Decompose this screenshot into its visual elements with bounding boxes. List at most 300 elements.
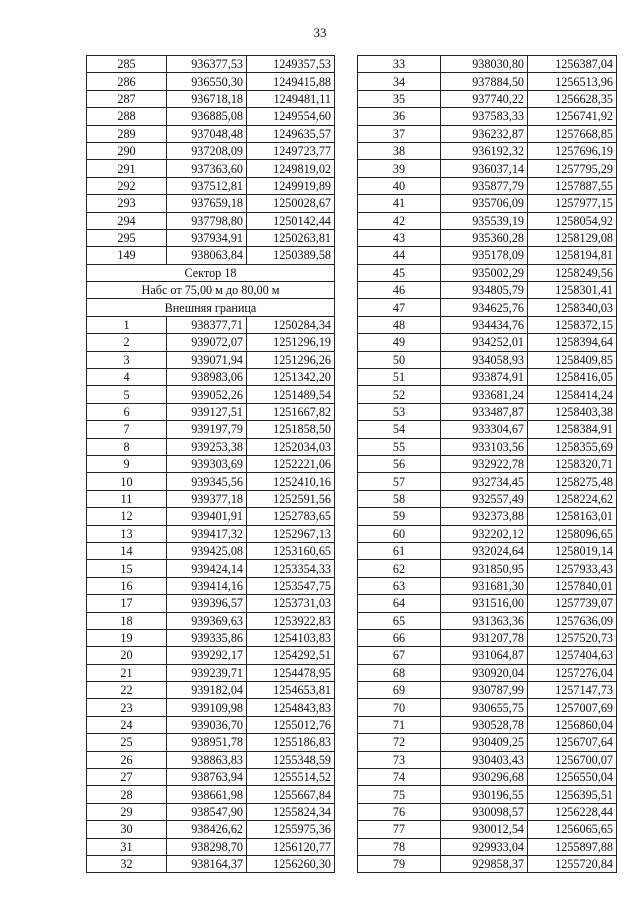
- point-number-cell: 30: [87, 821, 167, 838]
- point-number-cell: 287: [87, 90, 167, 107]
- y-coordinate-cell: 1255012,76: [247, 716, 335, 733]
- x-coordinate-cell: 939369,63: [167, 612, 247, 629]
- point-number-cell: 22: [87, 682, 167, 699]
- x-coordinate-cell: 933681,24: [441, 386, 528, 403]
- table-row: [358, 73, 617, 90]
- point-number-cell: 79: [358, 855, 441, 872]
- point-number-cell: 293: [87, 195, 167, 212]
- y-coordinate-cell: 1253731,03: [247, 595, 335, 612]
- y-coordinate-cell: 1256228,44: [528, 803, 617, 820]
- x-coordinate-cell: 933304,67: [441, 421, 528, 438]
- y-coordinate-cell: 1253160,65: [247, 542, 335, 559]
- y-coordinate-cell: 1257007,69: [528, 699, 617, 716]
- table-row: [358, 125, 617, 142]
- table-row: [87, 247, 335, 264]
- y-coordinate-cell: 1258224,62: [528, 490, 617, 507]
- table-row: [87, 821, 335, 838]
- x-coordinate-cell: 934058,93: [441, 351, 528, 368]
- table-row: [358, 473, 617, 490]
- point-number-cell: 48: [358, 316, 441, 333]
- y-coordinate-cell: 1258414,24: [528, 386, 617, 403]
- section-heading-cell: Сектор 18: [87, 264, 335, 281]
- x-coordinate-cell: 939414,16: [167, 577, 247, 594]
- y-coordinate-cell: 1252591,56: [247, 490, 335, 507]
- x-coordinate-cell: 935178,09: [441, 247, 528, 264]
- x-coordinate-cell: 936232,87: [441, 125, 528, 142]
- coordinates-table-left: [86, 55, 335, 873]
- x-coordinate-cell: 936192,32: [441, 142, 528, 159]
- table-row: [87, 160, 335, 177]
- y-coordinate-cell: 1258275,48: [528, 473, 617, 490]
- y-coordinate-cell: 1252034,03: [247, 438, 335, 455]
- table-row: [358, 455, 617, 472]
- point-number-cell: 72: [358, 734, 441, 751]
- x-coordinate-cell: 937512,81: [167, 177, 247, 194]
- x-coordinate-cell: 936037,14: [441, 160, 528, 177]
- x-coordinate-cell: 930196,55: [441, 786, 528, 803]
- x-coordinate-cell: 938164,37: [167, 855, 247, 872]
- point-number-cell: 32: [87, 855, 167, 872]
- point-number-cell: 5: [87, 386, 167, 403]
- point-number-cell: 63: [358, 577, 441, 594]
- y-coordinate-cell: 1258416,05: [528, 369, 617, 386]
- point-number-cell: 6: [87, 403, 167, 420]
- y-coordinate-cell: 1254292,51: [247, 647, 335, 664]
- y-coordinate-cell: 1257636,09: [528, 612, 617, 629]
- y-coordinate-cell: 1258340,03: [528, 299, 617, 316]
- y-coordinate-cell: 1258372,15: [528, 316, 617, 333]
- point-number-cell: 43: [358, 229, 441, 246]
- table-row: [87, 577, 335, 594]
- x-coordinate-cell: 939335,86: [167, 629, 247, 646]
- coordinates-table-right: [357, 55, 617, 873]
- point-number-cell: 149: [87, 247, 167, 264]
- y-coordinate-cell: 1257520,73: [528, 629, 617, 646]
- table-row: [358, 734, 617, 751]
- point-number-cell: 3: [87, 351, 167, 368]
- point-number-cell: 34: [358, 73, 441, 90]
- page-number: 33: [313, 25, 327, 40]
- point-number-cell: 71: [358, 716, 441, 733]
- table-row: [87, 612, 335, 629]
- table-row: [358, 838, 617, 855]
- table-row: [87, 786, 335, 803]
- y-coordinate-cell: 1257795,29: [528, 160, 617, 177]
- x-coordinate-cell: 936718,18: [167, 90, 247, 107]
- point-number-cell: 38: [358, 142, 441, 159]
- y-coordinate-cell: 1256395,51: [528, 786, 617, 803]
- x-coordinate-cell: 934252,01: [441, 334, 528, 351]
- table-row: [87, 282, 335, 299]
- x-coordinate-cell: 937363,60: [167, 160, 247, 177]
- point-number-cell: 59: [358, 508, 441, 525]
- table-row: [358, 647, 617, 664]
- table-row: [87, 769, 335, 786]
- table-row: [87, 490, 335, 507]
- x-coordinate-cell: 932734,45: [441, 473, 528, 490]
- x-coordinate-cell: 930920,04: [441, 664, 528, 681]
- point-number-cell: 291: [87, 160, 167, 177]
- x-coordinate-cell: 931064,87: [441, 647, 528, 664]
- point-number-cell: 77: [358, 821, 441, 838]
- x-coordinate-cell: 939396,57: [167, 595, 247, 612]
- table-row: [358, 716, 617, 733]
- table-row: [358, 490, 617, 507]
- y-coordinate-cell: 1258320,71: [528, 455, 617, 472]
- point-number-cell: 33: [358, 56, 441, 73]
- table-row: [358, 56, 617, 73]
- x-coordinate-cell: 937659,18: [167, 195, 247, 212]
- point-number-cell: 35: [358, 90, 441, 107]
- x-coordinate-cell: 938983,06: [167, 369, 247, 386]
- table-row: [87, 142, 335, 159]
- x-coordinate-cell: 930409,25: [441, 734, 528, 751]
- table-row: [358, 751, 617, 768]
- point-number-cell: 62: [358, 560, 441, 577]
- point-number-cell: 70: [358, 699, 441, 716]
- y-coordinate-cell: 1258249,56: [528, 264, 617, 281]
- table-row: [358, 508, 617, 525]
- y-coordinate-cell: 1251667,82: [247, 403, 335, 420]
- y-coordinate-cell: 1258194,81: [528, 247, 617, 264]
- y-coordinate-cell: 1258129,08: [528, 229, 617, 246]
- section-heading-cell: Внешняя граница: [87, 299, 335, 316]
- x-coordinate-cell: 939072,07: [167, 334, 247, 351]
- point-number-cell: 53: [358, 403, 441, 420]
- point-number-cell: 288: [87, 108, 167, 125]
- x-coordinate-cell: 936377,53: [167, 56, 247, 73]
- x-coordinate-cell: 939425,08: [167, 542, 247, 559]
- point-number-cell: 44: [358, 247, 441, 264]
- table-row: [358, 821, 617, 838]
- y-coordinate-cell: 1256741,92: [528, 108, 617, 125]
- x-coordinate-cell: 934805,79: [441, 282, 528, 299]
- y-coordinate-cell: 1256700,07: [528, 751, 617, 768]
- y-coordinate-cell: 1255186,83: [247, 734, 335, 751]
- table-row: [358, 316, 617, 333]
- x-coordinate-cell: 930403,43: [441, 751, 528, 768]
- point-number-cell: 42: [358, 212, 441, 229]
- y-coordinate-cell: 1258384,91: [528, 421, 617, 438]
- x-coordinate-cell: 931207,78: [441, 629, 528, 646]
- point-number-cell: 16: [87, 577, 167, 594]
- point-number-cell: 50: [358, 351, 441, 368]
- table-row: [87, 473, 335, 490]
- table-row: [87, 629, 335, 646]
- y-coordinate-cell: 1257887,55: [528, 177, 617, 194]
- table-row: [87, 316, 335, 333]
- point-number-cell: 56: [358, 455, 441, 472]
- point-number-cell: 24: [87, 716, 167, 733]
- x-coordinate-cell: 939253,38: [167, 438, 247, 455]
- y-coordinate-cell: 1258403,38: [528, 403, 617, 420]
- y-coordinate-cell: 1251296,26: [247, 351, 335, 368]
- x-coordinate-cell: 938661,98: [167, 786, 247, 803]
- x-coordinate-cell: 931681,30: [441, 577, 528, 594]
- point-number-cell: 17: [87, 595, 167, 612]
- point-number-cell: 45: [358, 264, 441, 281]
- y-coordinate-cell: 1252410,16: [247, 473, 335, 490]
- y-coordinate-cell: 1256120,77: [247, 838, 335, 855]
- point-number-cell: 73: [358, 751, 441, 768]
- table-row: [87, 664, 335, 681]
- point-number-cell: 78: [358, 838, 441, 855]
- point-number-cell: 75: [358, 786, 441, 803]
- table-row: [358, 299, 617, 316]
- point-number-cell: 13: [87, 525, 167, 542]
- point-number-cell: 285: [87, 56, 167, 73]
- y-coordinate-cell: 1258409,85: [528, 351, 617, 368]
- table-row: [87, 455, 335, 472]
- point-number-cell: 74: [358, 769, 441, 786]
- y-coordinate-cell: 1257668,85: [528, 125, 617, 142]
- y-coordinate-cell: 1249723,77: [247, 142, 335, 159]
- point-number-cell: 67: [358, 647, 441, 664]
- point-number-cell: 18: [87, 612, 167, 629]
- y-coordinate-cell: 1249357,53: [247, 56, 335, 73]
- x-coordinate-cell: 930012,54: [441, 821, 528, 838]
- x-coordinate-cell: 937048,48: [167, 125, 247, 142]
- y-coordinate-cell: 1257739,07: [528, 595, 617, 612]
- x-coordinate-cell: 932557,49: [441, 490, 528, 507]
- y-coordinate-cell: 1255897,88: [528, 838, 617, 855]
- y-coordinate-cell: 1251296,19: [247, 334, 335, 351]
- x-coordinate-cell: 936885,08: [167, 108, 247, 125]
- y-coordinate-cell: 1258019,14: [528, 542, 617, 559]
- table-row: [87, 229, 335, 246]
- table-row: [358, 664, 617, 681]
- x-coordinate-cell: 937583,33: [441, 108, 528, 125]
- x-coordinate-cell: 929858,37: [441, 855, 528, 872]
- y-coordinate-cell: 1256513,96: [528, 73, 617, 90]
- point-number-cell: 69: [358, 682, 441, 699]
- table-row: [87, 682, 335, 699]
- x-coordinate-cell: 938063,84: [167, 247, 247, 264]
- y-coordinate-cell: 1253354,33: [247, 560, 335, 577]
- y-coordinate-cell: 1249481,11: [247, 90, 335, 107]
- point-number-cell: 4: [87, 369, 167, 386]
- y-coordinate-cell: 1249635,57: [247, 125, 335, 142]
- table-row: [358, 769, 617, 786]
- table-row: [87, 734, 335, 751]
- point-number-cell: 19: [87, 629, 167, 646]
- point-number-cell: 20: [87, 647, 167, 664]
- point-number-cell: 28: [87, 786, 167, 803]
- table-row: [87, 334, 335, 351]
- x-coordinate-cell: 939424,14: [167, 560, 247, 577]
- point-number-cell: 47: [358, 299, 441, 316]
- y-coordinate-cell: 1255667,84: [247, 786, 335, 803]
- x-coordinate-cell: 932373,88: [441, 508, 528, 525]
- table-row: [87, 751, 335, 768]
- y-coordinate-cell: 1258096,65: [528, 525, 617, 542]
- y-coordinate-cell: 1256550,04: [528, 769, 617, 786]
- point-number-cell: 51: [358, 369, 441, 386]
- table-row: [358, 212, 617, 229]
- table-row: [358, 108, 617, 125]
- x-coordinate-cell: 936550,30: [167, 73, 247, 90]
- y-coordinate-cell: 1255348,59: [247, 751, 335, 768]
- x-coordinate-cell: 934625,76: [441, 299, 528, 316]
- y-coordinate-cell: 1257933,43: [528, 560, 617, 577]
- y-coordinate-cell: 1257696,19: [528, 142, 617, 159]
- y-coordinate-cell: 1254478,95: [247, 664, 335, 681]
- table-row: [87, 508, 335, 525]
- y-coordinate-cell: 1256707,64: [528, 734, 617, 751]
- point-number-cell: 65: [358, 612, 441, 629]
- y-coordinate-cell: 1257276,04: [528, 664, 617, 681]
- point-number-cell: 10: [87, 473, 167, 490]
- point-number-cell: 289: [87, 125, 167, 142]
- point-number-cell: 15: [87, 560, 167, 577]
- x-coordinate-cell: 932202,12: [441, 525, 528, 542]
- y-coordinate-cell: 1250389,58: [247, 247, 335, 264]
- x-coordinate-cell: 939303,69: [167, 455, 247, 472]
- table-row: [87, 108, 335, 125]
- y-coordinate-cell: 1250284,34: [247, 316, 335, 333]
- x-coordinate-cell: 931516,00: [441, 595, 528, 612]
- y-coordinate-cell: 1250028,67: [247, 195, 335, 212]
- x-coordinate-cell: 938763,94: [167, 769, 247, 786]
- y-coordinate-cell: 1256628,35: [528, 90, 617, 107]
- x-coordinate-cell: 935360,28: [441, 229, 528, 246]
- x-coordinate-cell: 931850,95: [441, 560, 528, 577]
- point-number-cell: 76: [358, 803, 441, 820]
- table-row: [87, 421, 335, 438]
- x-coordinate-cell: 939239,71: [167, 664, 247, 681]
- y-coordinate-cell: 1257147,73: [528, 682, 617, 699]
- table-row: [87, 125, 335, 142]
- y-coordinate-cell: 1250263,81: [247, 229, 335, 246]
- x-coordinate-cell: 938030,80: [441, 56, 528, 73]
- table-row: [358, 142, 617, 159]
- y-coordinate-cell: 1257404,63: [528, 647, 617, 664]
- table-row: [358, 629, 617, 646]
- point-number-cell: 31: [87, 838, 167, 855]
- y-coordinate-cell: 1249819,02: [247, 160, 335, 177]
- y-coordinate-cell: 1255975,36: [247, 821, 335, 838]
- table-row: [87, 73, 335, 90]
- y-coordinate-cell: 1254843,83: [247, 699, 335, 716]
- table-row: [358, 542, 617, 559]
- table-row: [87, 212, 335, 229]
- point-number-cell: 57: [358, 473, 441, 490]
- x-coordinate-cell: 939401,91: [167, 508, 247, 525]
- point-number-cell: 27: [87, 769, 167, 786]
- y-coordinate-cell: 1257977,15: [528, 195, 617, 212]
- x-coordinate-cell: 930528,78: [441, 716, 528, 733]
- table-row: [358, 334, 617, 351]
- point-number-cell: 26: [87, 751, 167, 768]
- x-coordinate-cell: 938426,62: [167, 821, 247, 838]
- x-coordinate-cell: 930655,75: [441, 699, 528, 716]
- x-coordinate-cell: 939071,94: [167, 351, 247, 368]
- x-coordinate-cell: 930296,68: [441, 769, 528, 786]
- x-coordinate-cell: 939036,70: [167, 716, 247, 733]
- point-number-cell: 66: [358, 629, 441, 646]
- table-row: [358, 247, 617, 264]
- x-coordinate-cell: 939109,98: [167, 699, 247, 716]
- table-row: [358, 177, 617, 194]
- point-number-cell: 40: [358, 177, 441, 194]
- point-number-cell: 49: [358, 334, 441, 351]
- point-number-cell: 36: [358, 108, 441, 125]
- y-coordinate-cell: 1258163,01: [528, 508, 617, 525]
- y-coordinate-cell: 1255824,34: [247, 803, 335, 820]
- table-row: [358, 577, 617, 594]
- x-coordinate-cell: 937798,80: [167, 212, 247, 229]
- y-coordinate-cell: 1249415,88: [247, 73, 335, 90]
- y-coordinate-cell: 1258394,64: [528, 334, 617, 351]
- point-number-cell: 46: [358, 282, 441, 299]
- table-row: [87, 177, 335, 194]
- table-row: [87, 647, 335, 664]
- point-number-cell: 58: [358, 490, 441, 507]
- point-number-cell: 8: [87, 438, 167, 455]
- table-row: [87, 56, 335, 73]
- point-number-cell: 9: [87, 455, 167, 472]
- y-coordinate-cell: 1256065,65: [528, 821, 617, 838]
- table-row: [358, 160, 617, 177]
- table-row: [358, 282, 617, 299]
- point-number-cell: 12: [87, 508, 167, 525]
- table-row: [358, 525, 617, 542]
- table-row: [358, 90, 617, 107]
- table-row: [87, 803, 335, 820]
- x-coordinate-cell: 938377,71: [167, 316, 247, 333]
- y-coordinate-cell: 1258355,69: [528, 438, 617, 455]
- x-coordinate-cell: 937934,91: [167, 229, 247, 246]
- x-coordinate-cell: 939417,32: [167, 525, 247, 542]
- x-coordinate-cell: 939052,26: [167, 386, 247, 403]
- table-row: [87, 403, 335, 420]
- point-number-cell: 39: [358, 160, 441, 177]
- y-coordinate-cell: 1256387,04: [528, 56, 617, 73]
- y-coordinate-cell: 1256260,30: [247, 855, 335, 872]
- point-number-cell: 37: [358, 125, 441, 142]
- table-row: [358, 421, 617, 438]
- table-row: [87, 716, 335, 733]
- point-number-cell: 25: [87, 734, 167, 751]
- table-row: [87, 525, 335, 542]
- x-coordinate-cell: 935002,29: [441, 264, 528, 281]
- y-coordinate-cell: 1257840,01: [528, 577, 617, 594]
- point-number-cell: 295: [87, 229, 167, 246]
- point-number-cell: 41: [358, 195, 441, 212]
- x-coordinate-cell: 937884,50: [441, 73, 528, 90]
- table-row: [358, 369, 617, 386]
- table-row: [87, 195, 335, 212]
- y-coordinate-cell: 1256860,04: [528, 716, 617, 733]
- table-row: [358, 351, 617, 368]
- x-coordinate-cell: 937740,22: [441, 90, 528, 107]
- x-coordinate-cell: 935706,09: [441, 195, 528, 212]
- y-coordinate-cell: 1252967,13: [247, 525, 335, 542]
- x-coordinate-cell: 939377,18: [167, 490, 247, 507]
- y-coordinate-cell: 1253922,83: [247, 612, 335, 629]
- table-row: [87, 699, 335, 716]
- x-coordinate-cell: 938298,70: [167, 838, 247, 855]
- x-coordinate-cell: 939127,51: [167, 403, 247, 420]
- y-coordinate-cell: 1249919,89: [247, 177, 335, 194]
- table-row: [87, 542, 335, 559]
- table-row: [358, 682, 617, 699]
- table-row: [87, 838, 335, 855]
- y-coordinate-cell: 1255720,84: [528, 855, 617, 872]
- y-coordinate-cell: 1255514,52: [247, 769, 335, 786]
- x-coordinate-cell: 939345,56: [167, 473, 247, 490]
- point-number-cell: 54: [358, 421, 441, 438]
